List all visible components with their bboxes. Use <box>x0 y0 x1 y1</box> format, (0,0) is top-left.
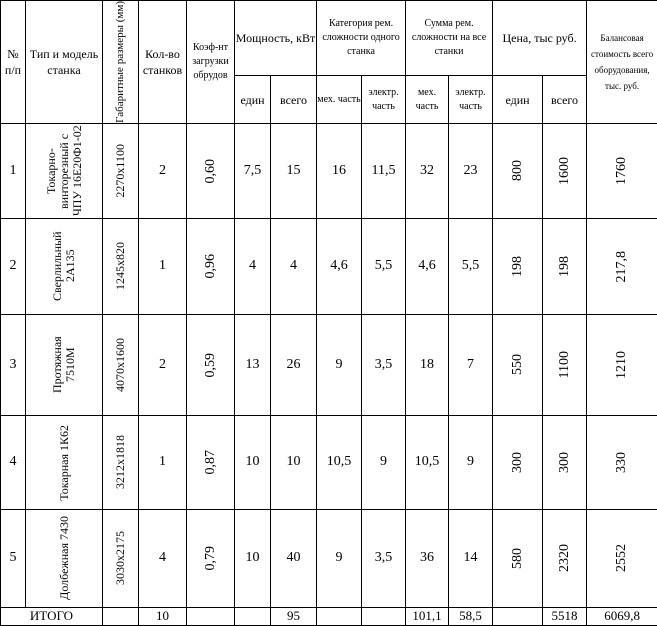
row-price-unit-text: 580 <box>510 548 526 569</box>
row-price-total <box>543 509 587 607</box>
total-qty: 10 <box>139 607 187 625</box>
row-name-text: Сверлильный 2А135 <box>51 220 77 312</box>
row-price-total <box>543 314 587 415</box>
row-dims-text: 1245х820 <box>113 242 128 290</box>
table-row <box>1 509 657 607</box>
row-num: 3 <box>1 314 26 415</box>
row-dims <box>103 123 139 218</box>
total-price-total: 5518 <box>543 607 587 625</box>
header-price-total: всего <box>543 76 587 124</box>
row-repair-sum-elec: 14 <box>449 509 493 607</box>
row-coef-text: 0,60 <box>203 159 219 184</box>
total-dims <box>103 607 139 625</box>
total-coef <box>187 607 235 625</box>
row-price-total <box>543 218 587 314</box>
total-power-unit <box>235 607 271 625</box>
table-row <box>1 415 657 509</box>
header-repair-sum-mech: мех. часть <box>406 76 449 124</box>
header-dims <box>103 1 139 124</box>
row-repair-sum-elec: 5,5 <box>449 218 493 314</box>
row-repair-cat-elec: 3,5 <box>362 509 406 607</box>
table-row <box>1 123 657 218</box>
row-num: 4 <box>1 415 26 509</box>
header-power-total: всего <box>271 76 317 124</box>
row-price-unit-text: 800 <box>510 160 526 181</box>
header-repair-cat-mech: мех. часть <box>317 76 362 124</box>
row-name <box>26 314 103 415</box>
header-repair-sum: Сумма рем. сложности на все станки <box>406 1 493 76</box>
row-repair-cat-mech: 4,6 <box>317 218 362 314</box>
row-repair-sum-elec: 9 <box>449 415 493 509</box>
header-type: Тип и модель станка <box>26 1 103 124</box>
row-coef-text: 0,79 <box>203 546 219 571</box>
row-balance-text: 1760 <box>614 157 630 185</box>
row-balance-text: 330 <box>614 452 630 473</box>
row-dims <box>103 218 139 314</box>
row-dims-text: 3030х2175 <box>113 531 128 585</box>
row-power-unit: 10 <box>235 415 271 509</box>
header-qty: Кол-во станков <box>139 1 187 124</box>
row-price-unit <box>493 218 543 314</box>
row-power-total: 10 <box>271 415 317 509</box>
row-power-unit: 4 <box>235 218 271 314</box>
row-repair-cat-mech: 16 <box>317 123 362 218</box>
row-coef-text: 0,96 <box>203 254 219 279</box>
row-repair-cat-mech: 9 <box>317 314 362 415</box>
row-price-total-text: 2320 <box>557 544 573 572</box>
header-power-unit: един <box>235 76 271 124</box>
header-balance: Балансовая стоимость всего оборудования, тыс. руб. <box>587 1 657 124</box>
row-name-text: Протяжная 7510М <box>51 319 77 411</box>
row-power-total: 4 <box>271 218 317 314</box>
header-power: Мощность, кВт <box>235 1 317 76</box>
row-repair-sum-mech: 4,6 <box>406 218 449 314</box>
row-name <box>26 415 103 509</box>
header-row-1 <box>1 1 657 76</box>
row-qty: 1 <box>139 218 187 314</box>
row-coef <box>187 509 235 607</box>
total-power-total: 95 <box>271 607 317 625</box>
row-coef <box>187 314 235 415</box>
row-price-total-text: 1600 <box>557 157 573 185</box>
header-dims-text: Габаритные размеры (мм) <box>114 1 127 123</box>
row-dims-text: 3212х1818 <box>113 435 128 489</box>
row-repair-cat-mech: 9 <box>317 509 362 607</box>
row-coef-text: 0,59 <box>203 353 219 378</box>
row-name-text: Токарная 1К62 <box>58 425 71 501</box>
row-coef <box>187 218 235 314</box>
table-row <box>1 314 657 415</box>
row-price-total-text: 300 <box>557 452 573 473</box>
row-qty: 1 <box>139 415 187 509</box>
row-coef <box>187 123 235 218</box>
row-balance <box>587 509 657 607</box>
total-repair-cat-elec <box>362 607 406 625</box>
row-num: 5 <box>1 509 26 607</box>
row-dims <box>103 415 139 509</box>
row-power-total: 15 <box>271 123 317 218</box>
row-price-total-text: 1100 <box>557 351 573 378</box>
row-power-total: 40 <box>271 509 317 607</box>
row-repair-cat-elec: 5,5 <box>362 218 406 314</box>
row-coef-text: 0,87 <box>203 450 219 475</box>
row-price-total-text: 198 <box>557 256 573 277</box>
row-power-unit: 10 <box>235 509 271 607</box>
row-dims-text: 2270х1100 <box>113 144 128 198</box>
row-price-total <box>543 415 587 509</box>
row-balance <box>587 415 657 509</box>
row-repair-sum-mech: 10,5 <box>406 415 449 509</box>
total-row <box>1 607 657 625</box>
total-price-unit <box>493 607 543 625</box>
header-num: № п/п <box>1 1 26 124</box>
row-coef <box>187 415 235 509</box>
row-repair-cat-elec: 11,5 <box>362 123 406 218</box>
row-dims <box>103 509 139 607</box>
row-repair-sum-elec: 7 <box>449 314 493 415</box>
row-repair-cat-mech: 10,5 <box>317 415 362 509</box>
row-price-unit <box>493 123 543 218</box>
total-repair-cat-mech <box>317 607 362 625</box>
total-label: ИТОГО <box>1 607 103 625</box>
header-repair-sum-elec: электр. часть <box>449 76 493 124</box>
row-price-unit <box>493 509 543 607</box>
row-balance <box>587 218 657 314</box>
row-balance-text: 2552 <box>614 544 630 572</box>
total-repair-sum-elec: 58,5 <box>449 607 493 625</box>
row-repair-cat-elec: 3,5 <box>362 314 406 415</box>
row-price-unit-text: 550 <box>510 354 526 375</box>
row-price-unit-text: 300 <box>510 452 526 473</box>
header-price-unit: един <box>493 76 543 124</box>
table-row <box>1 218 657 314</box>
header-repair-category: Категория рем. сложности одного станка <box>317 1 406 76</box>
row-balance <box>587 314 657 415</box>
row-dims <box>103 314 139 415</box>
header-coef: Коэф-нт загрузки обрудов <box>187 1 235 124</box>
row-repair-cat-elec: 9 <box>362 415 406 509</box>
row-balance-text: 1210 <box>614 351 630 379</box>
row-repair-sum-elec: 23 <box>449 123 493 218</box>
row-price-unit <box>493 415 543 509</box>
row-power-total: 26 <box>271 314 317 415</box>
row-price-unit-text: 198 <box>510 256 526 277</box>
row-num: 2 <box>1 218 26 314</box>
row-name-text: Долбежная 7430 <box>58 516 71 600</box>
header-price: Цена, тыс руб. <box>493 1 587 76</box>
row-repair-sum-mech: 32 <box>406 123 449 218</box>
row-qty: 4 <box>139 509 187 607</box>
row-balance <box>587 123 657 218</box>
row-qty: 2 <box>139 123 187 218</box>
row-qty: 2 <box>139 314 187 415</box>
row-name <box>26 509 103 607</box>
header-repair-cat-elec: электр. часть <box>362 76 406 124</box>
row-repair-sum-mech: 36 <box>406 509 449 607</box>
row-balance-text: 217,8 <box>614 251 630 283</box>
row-name <box>26 123 103 218</box>
row-num: 1 <box>1 123 26 218</box>
row-repair-sum-mech: 18 <box>406 314 449 415</box>
row-name-text: Токарно-винторезный с ЧПУ 16Е20Ф1-02 <box>45 125 84 217</box>
total-repair-sum-mech: 101,1 <box>406 607 449 625</box>
row-dims-text: 4070х1600 <box>113 338 128 392</box>
row-price-total <box>543 123 587 218</box>
row-power-unit: 13 <box>235 314 271 415</box>
row-power-unit: 7,5 <box>235 123 271 218</box>
total-balance: 6069,8 <box>587 607 657 625</box>
row-name <box>26 218 103 314</box>
row-price-unit <box>493 314 543 415</box>
